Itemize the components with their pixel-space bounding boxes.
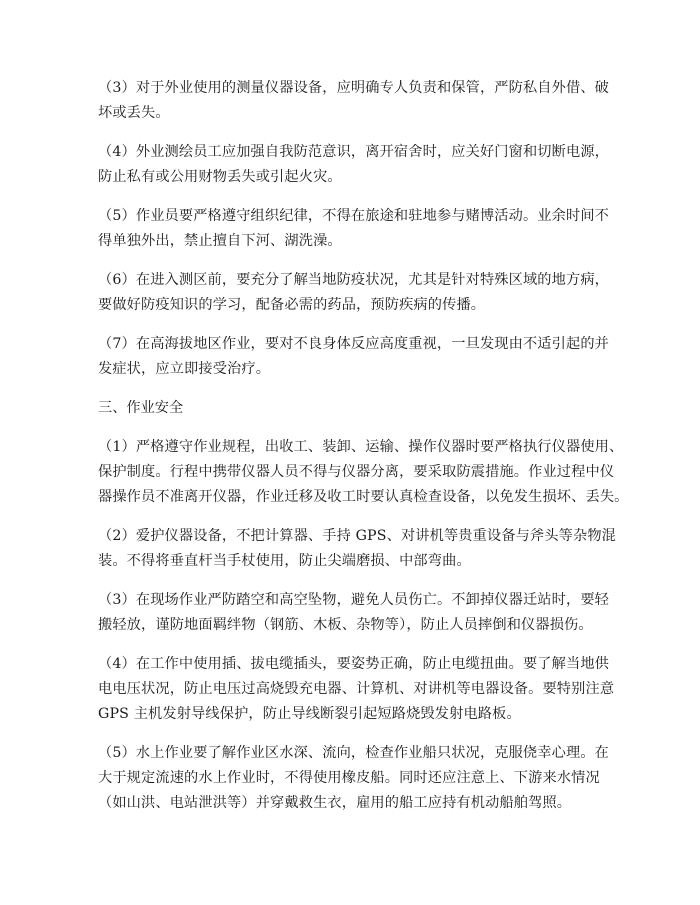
safety-paragraph-2 xyxy=(98,524,618,574)
paragraph-line: （1）严格遵守作业规程，出收工、装卸、运输、操作仪器时要严格执行仪器使用、 xyxy=(98,439,624,455)
paragraph-item-4 xyxy=(98,140,618,190)
paragraph-line: 搬轻放，谨防地面羁绊物（钢筋、木板、杂物等），防止人员摔倒和仪器损伤。 xyxy=(98,617,593,633)
paragraph-line: （2）爱护仪器设备，不把计算器、手持 GPS、对讲机等贵重设备与斧头等杂物混 xyxy=(98,528,617,544)
paragraph-line: GPS 主机发射导线保护，防止导线断裂引起短路烧毁发射电路板。 xyxy=(98,706,521,722)
paragraph-line: 器操作员不准离开仪器，作业迁移及收工时要认真检查设备，以免发生损坏、丢失。 xyxy=(98,489,629,505)
paragraph-line: （4）在工作中使用插、拔电缆插头，要姿势正确，防止电缆扭曲。要了解当地供 xyxy=(98,656,609,672)
paragraph-item-5 xyxy=(98,204,618,254)
paragraph-line: （6）在进入测区前，要充分了解当地防疫状况，尤其是针对特殊区域的地方病， xyxy=(98,272,609,288)
paragraph-line: 大于规定流速的水上作业时，不得使用橡皮船。同时还应注意上、下游来水情况 xyxy=(98,770,600,786)
paragraph-line: （7）在高海拔地区作业，要对不良身体反应高度重视，一旦发现由不适引起的并 xyxy=(98,336,609,352)
paragraph-item-3 xyxy=(98,76,618,126)
paragraph-line: 坏或丢失。 xyxy=(98,105,170,121)
paragraph-line: （5）作业员要严格遵守组织纪律，不得在旅途和驻地参与赌博活动。业余时间不 xyxy=(98,208,609,224)
paragraph-line: 保护制度。行程中携带仪器人员不得与仪器分离，要采取防震措施。作业过程中仪 xyxy=(98,464,615,480)
paragraph-line: 防止私有或公用财物丢失或引起火灾。 xyxy=(98,169,342,185)
safety-paragraph-4 xyxy=(98,652,618,727)
paragraph-line: 得单独外出，禁止擅自下河、湖洗澡。 xyxy=(98,233,342,249)
paragraph-line: 要做好防疫知识的学习，配备必需的药品，预防疾病的传播。 xyxy=(98,297,486,313)
paragraph-line: （3）在现场作业严防踏空和高空坠物，避免人员伤亡。不卸掉仪器迁站时，要轻 xyxy=(98,592,609,608)
paragraph-line: 电电压状况，防止电压过高烧毁充电器、计算机、对讲机等电器设备。要特别注意 xyxy=(98,681,615,697)
paragraph-line: （如山洪、电站泄洪等）并穿戴救生衣，雇用的船工应持有机动船舶驾照。 xyxy=(98,795,572,811)
safety-paragraph-3 xyxy=(98,588,618,638)
document-body xyxy=(98,76,629,830)
safety-paragraph-1 xyxy=(98,435,629,510)
paragraph-item-6 xyxy=(98,268,618,318)
paragraph-line: （4）外业测绘员工应加强自我防范意识，离开宿舍时，应关好门窗和切断电源， xyxy=(98,144,609,160)
safety-paragraph-5 xyxy=(98,741,618,816)
paragraph-line: 发症状，应立即接受治疗。 xyxy=(98,361,271,377)
section-heading: 三、作业安全 xyxy=(98,400,184,416)
paragraph-item-7 xyxy=(98,332,618,382)
paragraph-line: （5）水上作业要了解作业区水深、流向，检查作业船只状况，克服侥幸心理。在 xyxy=(98,745,609,761)
paragraph-line: （3）对于外业使用的测量仪器设备，应明确专人负责和保管，严防私自外借、破 xyxy=(98,80,609,96)
paragraph-line: 装。不得将垂直杆当手杖使用，防止尖端磨损、中部弯曲。 xyxy=(98,553,471,569)
